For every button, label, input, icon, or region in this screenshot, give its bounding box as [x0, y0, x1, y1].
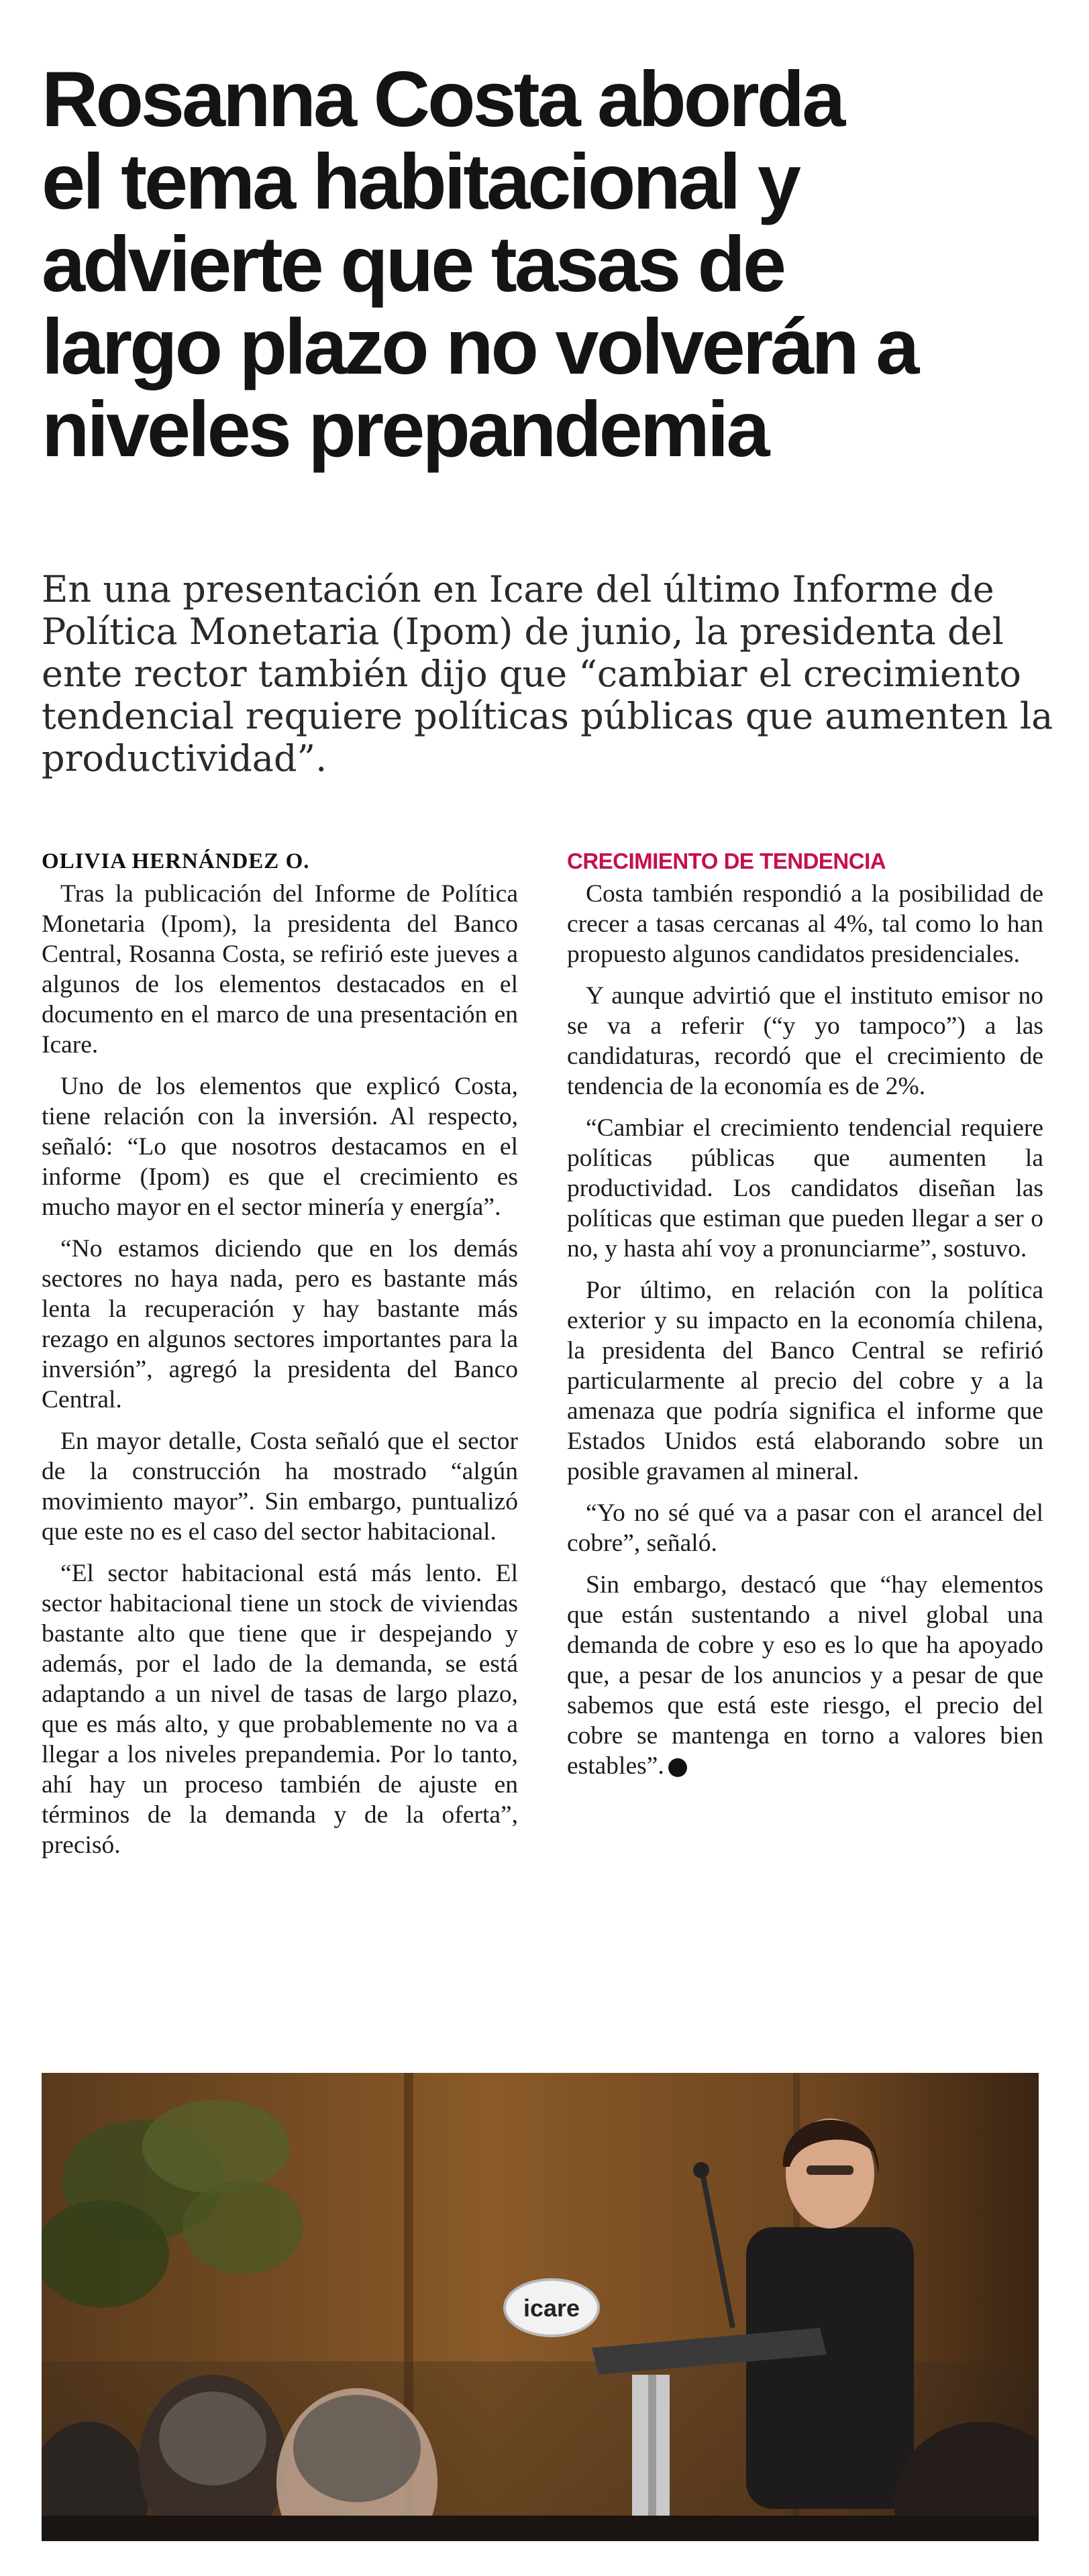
body-paragraph: En mayor detalle, Costa señaló que el sector de la construcción ha mostrado “algún movimiento mayor”. Sin embargo, puntualizó que este no es el caso del sector habitacional.: [42, 1428, 518, 1546]
body-paragraph: Costa también respondió a la posibilidad de crecer a tasas cercanas al 4%, tal como lo han propuesto algunos candidatos presidenciales.: [567, 880, 1043, 968]
body-paragraph: Y aunque advirtió que el instituto emisor no se va a referir (“y yo tampoco”) a las candidaturas, recordó que el crecimiento de tendencia de la economía es de 2%.: [567, 982, 1043, 1100]
section-subhead: CRECIMIENTO DE TENDENCIA: [567, 849, 886, 873]
body-paragraph: “Yo no sé qué va a pasar con el arancel del cobre”, señaló.: [567, 1499, 1043, 1557]
body-paragraph: “No estamos diciendo que en los demás sectores no haya nada, pero es bastante más lenta la recuperación y hay bastante más rezago en algunos sectores importantes para la inversión”, agregó la presidenta del Banco Central.: [42, 1235, 518, 1413]
headline-line: largo plazo no volverán a: [42, 303, 917, 390]
headline-line: niveles prepandemia: [42, 385, 768, 473]
lede-line: Política Monetaria (Ipom) de junio, la presidenta del: [42, 610, 1004, 653]
right-column: [567, 847, 1043, 1792]
article-photo: [42, 2073, 1039, 2541]
body-paragraph: Uno de los elementos que explicó Costa, tiene relación con la inversión. Al respecto, señaló: “Lo que nosotros destacamos en el informe (Ipom) es que el crecimiento es mucho mayor en el sector minería y energía”.: [42, 1073, 518, 1221]
icare-logo: [505, 2279, 599, 2336]
body-paragraph: Por último, en relación con la política exterior y su impacto en la economía chilena, la presidenta del Banco Central se refirió particularmente al precio del cobre y a la amenaza que podría significa el informe que Estados Unidos está elaborando sobre un posible gravamen al mineral.: [567, 1277, 1043, 1485]
last-paragraph-text: Sin embargo, destacó que “hay elementos que están sustentando a nivel global una demanda de cobre y eso es lo que ha apoyado que, a pesar de los anuncios y a pesar de que sabemos que está este riesgo, el precio del cobre se mantenga en torno a valores bien estables”.: [567, 1571, 1043, 1780]
lede-line: productividad”.: [42, 737, 327, 780]
body-paragraph: “El sector habitacional está más lento. El sector habitacional tiene un stock de viviendas bastante alto que tiene que ir despejando y además, por el lado de la demanda, se está adaptando a un nivel de tasas de largo plazo, que es más alto, y que probablemente no va a llegar a los niveles prepandemia. Por lo tanto, ahí hay un proceso también de ajuste en términos de la demanda y de la oferta”, precisó.: [42, 1560, 518, 1859]
body-paragraph-last: [567, 1570, 1043, 1781]
headline-line: Rosanna Costa aborda: [42, 55, 843, 143]
lede-line: ente rector también dijo que “cambiar el crecimiento: [42, 653, 1021, 695]
lede: [42, 568, 1053, 780]
headline-line: advierte que tasas de: [42, 220, 784, 308]
speaker-photo-illustration: [42, 2073, 1039, 2541]
end-mark-icon: P: [668, 1758, 687, 1777]
body-paragraph: Tras la publicación del Informe de Política Monetaria (Ipom), la presidenta del Banco Central, Rosanna Costa, se refirió este jueves a algunos de los elementos destacados en el documento en el marco de una presentación en Icare.: [42, 880, 518, 1059]
headline-line: el tema habitacional y: [42, 138, 798, 225]
left-column: [42, 847, 518, 1872]
lede-line: En una presentación en Icare del último Informe de: [42, 568, 994, 610]
podium-logo-text: icare: [523, 2294, 580, 2322]
body-paragraph: “Cambiar el crecimiento tendencial requiere políticas públicas que aumenten la productividad. Los candidatos diseñan las políticas que estiman que pueden llegar a ser o no, y hasta ahí voy a pronunciarme”, sostuvo.: [567, 1114, 1043, 1263]
lede-line: tendencial requiere políticas públicas que aumenten la: [42, 695, 1053, 737]
byline: OLIVIA HERNÁNDEZ O.: [42, 849, 310, 873]
headline: [42, 55, 994, 473]
